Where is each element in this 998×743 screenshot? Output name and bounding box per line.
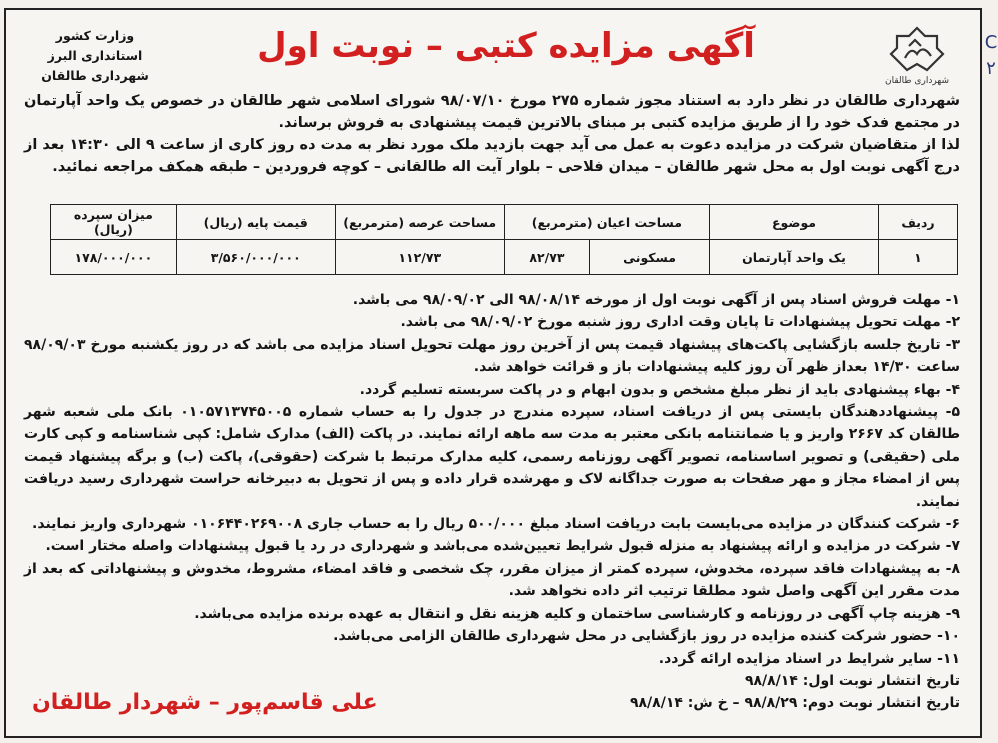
intro-text [24,90,960,178]
condition-item: ۱۱- سایر شرایط در اسناد مزایده ارائه گردد. [658,650,960,667]
logo-emblem-icon [887,24,947,76]
condition-item: ۸- به پیشنهادات فاقد سپرده، مخدوش، سپرده کمتر از میزان مقرر، چک شخصی و فاقد امضاء، مشروط، مخدوش و پیشنهاداتی که بعد از مدت مقرر این آگهی واصل شود مطلقا ترتیب اثر داده نخواهد شد. [24,560,960,600]
condition-item: ۹- هزینه چاپ آگهی در روزنامه و کارشناسی ساختمان و کلیه هزینه نقل و انتقال به عهده برنده مزایده می‌باشد. [194,605,960,622]
col-land-area: مساحت عرصه (مترمربع) [335,205,504,240]
col-base-price: قیمت پایه (ریال) [176,205,335,240]
table-row [51,240,958,275]
edge-mark: ۲ [986,58,996,79]
edge-marks [984,30,998,82]
condition-item: ۵- پیشنهاددهندگان بایستی پس از دریافت اسناد، سپرده مندرج در جدول را به حساب شماره ۰۱۰۵۷۱۳۷۴۵۰۰۵ بانک ملی شعبه شهر طالقان کد ۲۶۶۷ واریز و یا ضمانتنامه بانکی معتبر به مدت سه ماهه ارائه نمایند. در پاکت (الف) مدارک شامل: کپی شناسنامه و کپی کارت ملی (حقیقی) و تصویر اساسنامه، تصویر آگهی روزنامه رسمی، کلیه مدارک مرتبط با شرکت (حقوقی)، پاکت (ب) و برگه پیشنهاد قیمت پس از امضاء مجاز و مهر صفحات به صورت جداگانه لاک و مهرشده قرار داده و پس از تحویل به دبیرخانه حراست شهرداری رسید دریافت نمایند. [24,404,961,510]
condition-item: ۴- بهاء پیشنهادی باید از نظر مبلغ مشخص و بدون ابهام و در پاکت سربسته تسلیم گردد. [359,381,960,398]
condition-item: ۱- مهلت فروش اسناد پس از آگهی نوبت اول از مورخه ۹۸/۰۸/۱۴ الی ۹۸/۰۹/۰۲ می باشد. [352,292,960,308]
notice-frame [4,8,982,738]
col-deposit: میزان سپرده (ریال) [51,205,177,240]
ministry-line: شهرداری طالقان [41,68,149,83]
cell-subject: یک واحد آپارتمان [710,240,879,275]
col-radif: ردیف [879,205,958,240]
condition-item: ۲- مهلت تحویل پیشنهادات تا پایان وقت اداری روز شنبه مورخ ۹۸/۰۹/۰۲ می باشد. [400,314,960,331]
auction-items-table [50,204,958,275]
condition-item: ۱۰- حضور شرکت کننده مزایده در روز بازگشایی در محل شهرداری طالقان الزامی می‌باشد. [333,628,960,645]
ministry-header [20,26,170,86]
municipality-logo [872,24,962,96]
cell-base-price: ۳/۵۶۰/۰۰۰/۰۰۰ [176,240,335,275]
condition-item: ۶- شرکت کنندگان در مزایده می‌بایست بابت دریافت اسناد مبلغ ۵۰۰/۰۰۰ ریال را به حساب جاری ۰۱۰۶۴۴۰۲۶۹۰۰۸ شهرداری واریز نمایند. [32,516,960,533]
publish-date-first: تاریخ انتشار نوبت اول: ۹۸/۸/۱۴ [744,672,960,689]
cell-land-area: ۱۱۲/۷۳ [335,240,504,275]
mayor-signature: علی قاسم‌پور – شهردار طالقان [32,690,378,715]
col-subject: موضوع [710,205,879,240]
cell-deposit: ۱۷۸/۰۰۰/۰۰۰ [51,240,177,275]
publish-date-second: تاریخ انتشار نوبت دوم: ۹۸/۸/۲۹ – خ ش: ۹۸/۸/۱۴ [629,695,960,712]
ministry-line: استانداری البرز [47,48,143,63]
condition-item: ۷- شرکت در مزایده و ارائه پیشنهاد به منزله قبول شرایط تعیین‌شده می‌باشد و شهرداری در رد یا قبول پیشنهادات واصله مختار است. [45,538,960,555]
col-building-area: مساحت اعیان (مترمربع) [504,205,709,240]
notice-title: آگهی مزایده کتبی – نوبت اول [257,26,755,66]
intro-paragraph: شهرداری طالقان در نظر دارد به استناد مجوز شماره ۲۷۵ مورخ ۹۸/۰۷/۱۰ شورای اسلامی شهر طالقان در خصوص یک واحد آپارتمان در مجتمع فدک خود را از طریق مزایده کتبی بر مبنای بالاترین قیمت پیشنهادی به فروش برساند. [24,93,960,131]
ministry-line: وزارت کشور [55,28,135,43]
table-header-row [51,205,958,240]
intro-paragraph: لذا از متقاضیان شرکت در مزایده دعوت به عمل می آید جهت بازدید ملک مورد نظر به مدت ده روز کاری از ساعت ۹ الی ۱۴:۳۰ بعد از درج آگهی نوبت اول به محل شهر طالقان – میدان فلاحی – بلوار آیت اله طالقانی – کوچه فروردین – طبقه همکف مراجعه نمائید. [24,137,960,175]
cell-usage: مسکونی [590,240,710,275]
cell-radif: ۱ [879,240,958,275]
edge-mark: C [984,32,998,53]
cell-building-area: ۸۲/۷۳ [504,240,589,275]
conditions-list [24,289,960,715]
condition-item: ۳- تاریخ جلسه بازگشایی پاکت‌های پیشنهاد قیمت پس از آخرین روز مهلت تحویل اسناد مزایده می باشد که در روز یکشنبه مورخ ۹۸/۰۹/۰۳ ساعت ۱۴/۳۰ بعداز ظهر آن روز کلیه پیشنهادات باز و قرائت خواهد شد. [24,336,960,376]
logo-label: شهرداری طالقان [885,76,949,86]
